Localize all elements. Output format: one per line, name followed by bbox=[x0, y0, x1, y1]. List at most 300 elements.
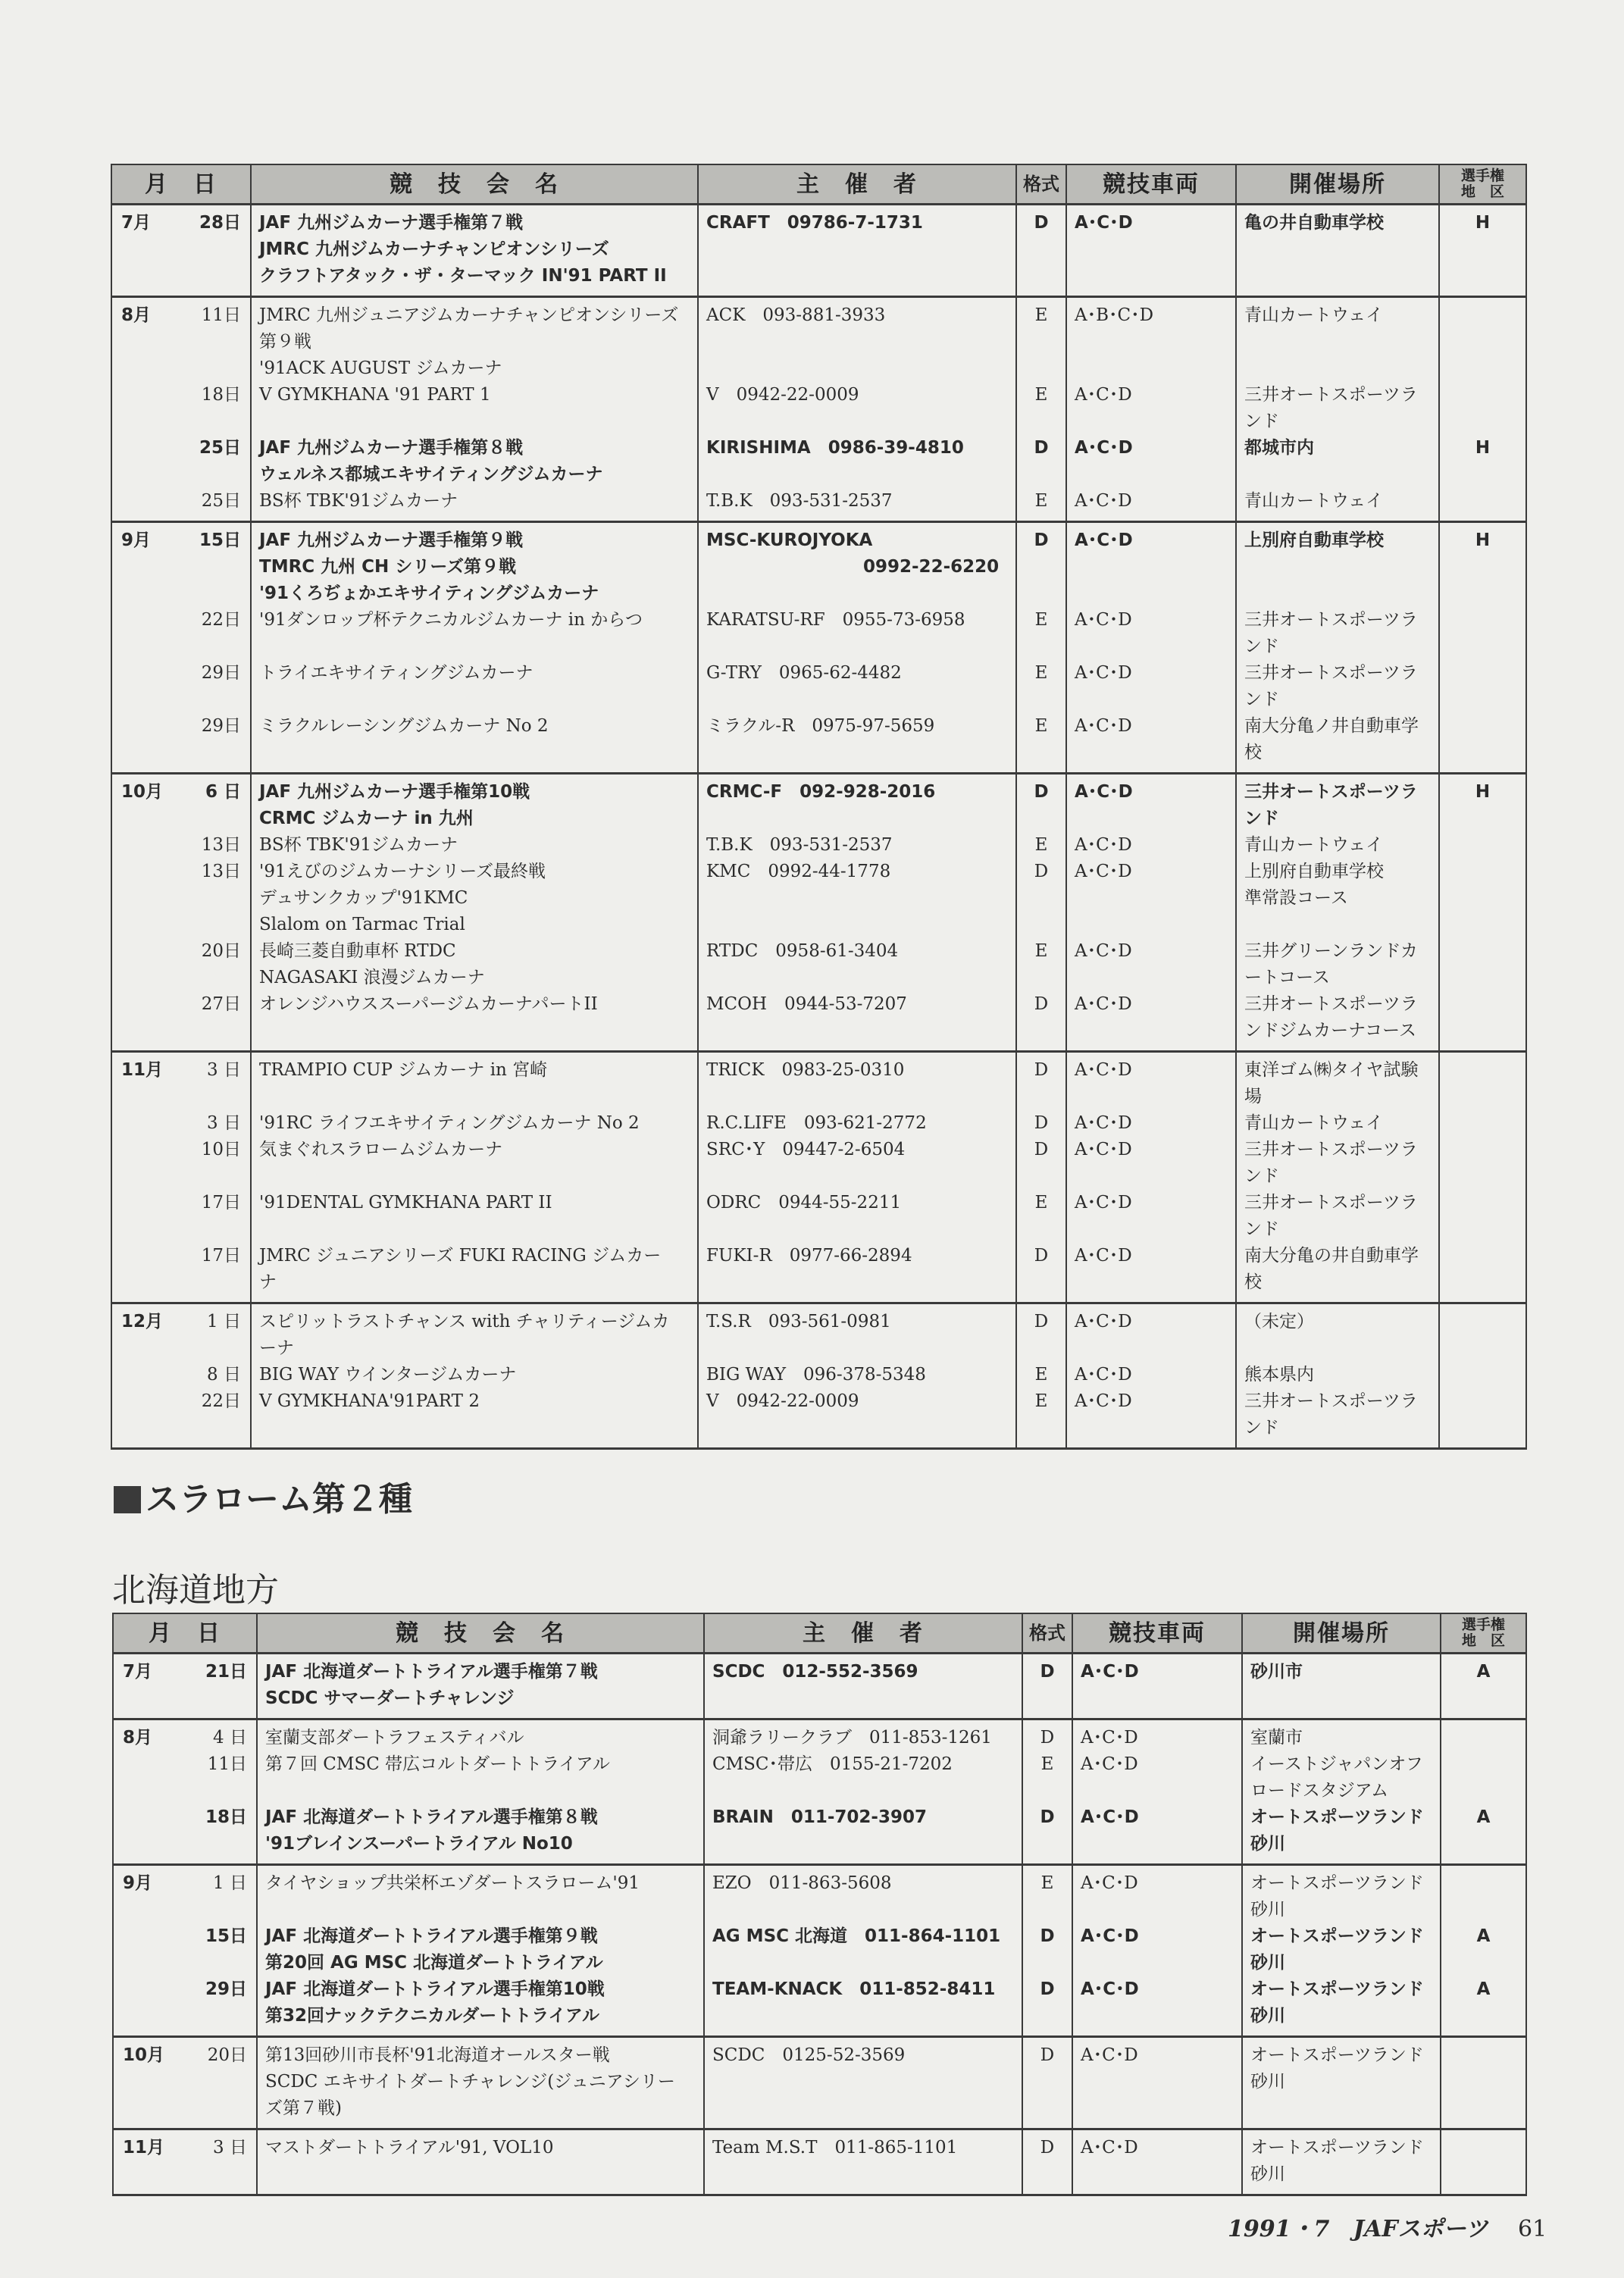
cell-line: 砂川 bbox=[1250, 1834, 1285, 1854]
day-label: 13日 bbox=[201, 835, 241, 855]
organizer-cell bbox=[698, 1052, 1016, 1111]
organizer-cell bbox=[704, 1654, 1022, 1719]
table-row bbox=[111, 435, 1526, 488]
organizer-cell bbox=[698, 660, 1016, 713]
header-region-line2: 地 区 bbox=[1461, 1632, 1505, 1649]
day-label: 20日 bbox=[201, 941, 241, 961]
day-label: 6 日 bbox=[205, 782, 241, 802]
date-cell bbox=[111, 382, 251, 435]
cell-line: オートスポーツランド bbox=[1250, 1979, 1424, 1999]
region-cell: H bbox=[1439, 774, 1526, 833]
cell-line: 砂川 bbox=[1250, 2006, 1285, 2026]
cell-line: BIG WAY ウインタージムカーナ bbox=[259, 1365, 517, 1385]
day-label: 15日 bbox=[205, 1926, 247, 1946]
cell-line: ンド bbox=[1244, 1166, 1279, 1186]
date-cell bbox=[111, 859, 251, 938]
day-label: 29日 bbox=[205, 1979, 247, 1999]
organizer-cell bbox=[698, 435, 1016, 488]
venue-cell bbox=[1236, 991, 1439, 1052]
vehicles-cell: A･C･D bbox=[1066, 991, 1236, 1052]
vehicles-cell: A･C･D bbox=[1066, 774, 1236, 833]
cell-line: CRAFT 09786-7-1731 bbox=[706, 213, 923, 233]
vehicles-cell: A･C･D bbox=[1072, 1751, 1242, 1804]
date-cell bbox=[111, 938, 251, 991]
format-cell: E bbox=[1016, 1388, 1066, 1449]
venue-cell bbox=[1236, 522, 1439, 608]
day-label: 3 日 bbox=[207, 1113, 241, 1133]
cell-line: JAF 九州ジムカーナ選手権第７戦 bbox=[259, 213, 524, 233]
organizer-cell bbox=[704, 1976, 1022, 2037]
header-region bbox=[1441, 1613, 1526, 1654]
event-name-cell bbox=[257, 1923, 704, 1976]
date-cell bbox=[111, 991, 251, 1052]
event-name-cell bbox=[257, 2037, 704, 2129]
month-label: 10月 bbox=[121, 782, 164, 802]
date-cell bbox=[113, 2037, 257, 2129]
cell-line: 東洋ゴム㈱タイヤ試験 bbox=[1244, 1060, 1419, 1080]
header-region-line1: 選手権 bbox=[1461, 1616, 1505, 1633]
event-name-cell bbox=[251, 607, 698, 660]
venue-cell bbox=[1236, 832, 1439, 859]
vehicles-cell: A･C･D bbox=[1066, 713, 1236, 774]
cell-line: ミラクルレーシングジムカーナ No 2 bbox=[259, 716, 549, 736]
event-name-cell bbox=[257, 1976, 704, 2037]
subsection-title: 北海道地方 bbox=[112, 1571, 279, 1610]
cell-line: 砂川市 bbox=[1250, 1662, 1303, 1682]
cell-line: 砂川 bbox=[1250, 2164, 1285, 2184]
date-cell bbox=[113, 1751, 257, 1804]
cell-line: 第20回 AG MSC 北海道ダートトライアル bbox=[265, 1953, 603, 1973]
cell-line: '91RC ライフエキサイティングジムカーナ No 2 bbox=[259, 1113, 640, 1133]
organizer-cell bbox=[698, 1362, 1016, 1388]
organizer-cell bbox=[698, 522, 1016, 608]
day-label: 22日 bbox=[201, 1391, 241, 1411]
venue-cell bbox=[1236, 1052, 1439, 1111]
table-row bbox=[111, 660, 1526, 713]
region-cell bbox=[1441, 2129, 1526, 2195]
table-row bbox=[113, 1804, 1526, 1865]
header-organizer: 主 催 者 bbox=[704, 1613, 1022, 1654]
cell-line: MSC-KUROJYOKA bbox=[706, 530, 873, 550]
region-cell: A bbox=[1441, 1976, 1526, 2037]
header-format: 格式 bbox=[1016, 164, 1066, 205]
format-cell: E bbox=[1016, 488, 1066, 522]
cell-line: JAF 九州ジムカーナ選手権第９戦 bbox=[259, 530, 524, 550]
date-cell bbox=[113, 1865, 257, 1924]
header-region bbox=[1439, 164, 1526, 205]
day-label: 13日 bbox=[201, 862, 241, 881]
cell-line: CRMC-F 092-928-2016 bbox=[706, 782, 936, 802]
cell-line: スピリットラストチャンス with チャリティージムカ bbox=[259, 1312, 670, 1331]
cell-line: '91えびのジムカーナシリーズ最終戦 bbox=[259, 862, 546, 881]
cell-line: 準常設コース bbox=[1244, 888, 1348, 908]
cell-line: 三井オートスポーツラ bbox=[1244, 1193, 1418, 1213]
cell-line: オートスポーツランド bbox=[1250, 1873, 1424, 1893]
format-cell: D bbox=[1022, 1804, 1072, 1865]
table-row bbox=[111, 713, 1526, 774]
region-cell: A bbox=[1441, 1654, 1526, 1719]
cell-line: デュサンクカップ'91KMC bbox=[259, 888, 468, 908]
vehicles-cell: A･C･D bbox=[1072, 1804, 1242, 1865]
table-row bbox=[111, 205, 1526, 297]
format-cell: E bbox=[1016, 297, 1066, 383]
cell-line: 青山カートウェイ bbox=[1244, 1113, 1384, 1133]
cell-line: MCOH 0944-53-7207 bbox=[706, 994, 907, 1014]
month-label: 12月 bbox=[121, 1312, 164, 1331]
format-cell: D bbox=[1016, 205, 1066, 297]
table-row bbox=[113, 2129, 1526, 2195]
cell-line: RTDC 0958-61-3404 bbox=[706, 941, 899, 961]
vehicles-cell: A･C･D bbox=[1066, 1190, 1236, 1243]
format-cell: E bbox=[1016, 832, 1066, 859]
format-cell: E bbox=[1016, 607, 1066, 660]
vehicles-cell: A･C･D bbox=[1072, 2037, 1242, 2129]
table-row bbox=[113, 1654, 1526, 1719]
header-format: 格式 bbox=[1022, 1613, 1072, 1654]
region-cell: H bbox=[1439, 205, 1526, 297]
cell-line: '91ACK AUGUST ジムカーナ bbox=[259, 358, 502, 378]
table-row bbox=[111, 832, 1526, 859]
cell-line: 0992-22-6220 bbox=[706, 557, 1000, 577]
vehicles-cell: A･C･D bbox=[1066, 1052, 1236, 1111]
day-label: 18日 bbox=[201, 385, 241, 405]
region-cell bbox=[1439, 297, 1526, 383]
event-name-cell bbox=[251, 991, 698, 1052]
cell-line: 三井オートスポーツラ bbox=[1244, 1140, 1418, 1159]
region-cell bbox=[1439, 991, 1526, 1052]
cell-line: ンド bbox=[1244, 690, 1279, 709]
organizer-cell bbox=[698, 205, 1016, 297]
format-cell: D bbox=[1022, 1976, 1072, 2037]
cell-line: Team M.S.T 011-865-1101 bbox=[712, 2138, 958, 2158]
date-cell bbox=[111, 1190, 251, 1243]
cell-line: オートスポーツランド bbox=[1250, 1807, 1424, 1827]
cell-line: Slalom on Tarmac Trial bbox=[259, 915, 465, 934]
month-label: 7月 bbox=[121, 213, 152, 233]
table-row bbox=[113, 2037, 1526, 2129]
cell-line: 南大分亀ノ井自動車学 bbox=[1244, 716, 1419, 736]
cell-line: 青山カートウェイ bbox=[1244, 835, 1384, 855]
day-label: 11日 bbox=[201, 305, 241, 325]
cell-line: KIRISHIMA 0986-39-4810 bbox=[706, 438, 964, 458]
venue-cell bbox=[1236, 1303, 1439, 1363]
event-name-cell bbox=[251, 435, 698, 488]
cell-line: BRAIN 011-702-3907 bbox=[712, 1807, 927, 1827]
cell-line: V 0942-22-0009 bbox=[706, 1391, 859, 1411]
cell-line: TEAM-KNACK 011-852-8411 bbox=[712, 1979, 996, 1999]
venue-cell bbox=[1236, 713, 1439, 774]
format-cell: D bbox=[1022, 1654, 1072, 1719]
date-cell bbox=[111, 1052, 251, 1111]
day-label: 17日 bbox=[201, 1246, 241, 1266]
region-cell: H bbox=[1439, 522, 1526, 608]
region-cell bbox=[1441, 1865, 1526, 1924]
event-name-cell bbox=[251, 1362, 698, 1388]
cell-line: 三井グリーンランドカ bbox=[1244, 941, 1418, 961]
cell-line: JAF 北海道ダートトライアル選手権第８戦 bbox=[265, 1807, 598, 1827]
table-row bbox=[113, 1923, 1526, 1976]
day-label: 25日 bbox=[201, 491, 241, 511]
vehicles-cell: A･C･D bbox=[1072, 1719, 1242, 1752]
date-cell bbox=[111, 522, 251, 608]
table-row bbox=[111, 1110, 1526, 1137]
month-label: 8月 bbox=[121, 305, 152, 325]
cell-line: ナ bbox=[259, 1272, 277, 1292]
footer-magazine: JAFスポーツ bbox=[1353, 2216, 1488, 2242]
cell-line: T.B.K 093-531-2537 bbox=[706, 835, 893, 855]
organizer-cell bbox=[698, 859, 1016, 938]
organizer-cell bbox=[698, 774, 1016, 833]
event-name-cell bbox=[257, 1804, 704, 1865]
cell-line: 熊本県内 bbox=[1244, 1365, 1314, 1385]
event-name-cell bbox=[257, 2129, 704, 2195]
cell-line: ミラクル-R 0975-97-5659 bbox=[706, 716, 935, 736]
date-cell bbox=[111, 713, 251, 774]
month-label: 9月 bbox=[123, 1873, 153, 1893]
vehicles-cell: A･C･D bbox=[1066, 488, 1236, 522]
day-label: 3 日 bbox=[207, 1060, 241, 1080]
cell-line: ンド bbox=[1244, 809, 1279, 828]
cell-line: '91DENTAL GYMKHANA PART II bbox=[259, 1193, 552, 1213]
date-cell bbox=[111, 660, 251, 713]
event-name-cell bbox=[251, 1388, 698, 1449]
cell-line: BS杯 TBK'91ジムカーナ bbox=[259, 835, 458, 855]
event-name-cell bbox=[251, 774, 698, 833]
region-cell bbox=[1439, 1052, 1526, 1111]
day-label: 18日 bbox=[205, 1807, 247, 1827]
event-name-cell bbox=[251, 1303, 698, 1363]
date-cell bbox=[111, 488, 251, 522]
region-cell bbox=[1439, 607, 1526, 660]
table-row bbox=[111, 488, 1526, 522]
region-cell bbox=[1439, 1362, 1526, 1388]
vehicles-cell: A･C･D bbox=[1072, 1865, 1242, 1924]
cell-line: BS杯 TBK'91ジムカーナ bbox=[259, 491, 458, 511]
table-header bbox=[113, 1613, 1526, 1654]
vehicles-cell: A･C･D bbox=[1066, 938, 1236, 991]
event-name-cell bbox=[251, 1052, 698, 1111]
vehicles-cell: A･C･D bbox=[1066, 1137, 1236, 1190]
venue-cell bbox=[1242, 2129, 1441, 2195]
cell-line: '91くろぢょかエキサイティングジムカーナ bbox=[259, 584, 599, 603]
cell-line: CMSC･帯広 0155-21-7202 bbox=[712, 1754, 953, 1774]
day-label: 27日 bbox=[201, 994, 241, 1014]
table-row bbox=[113, 1719, 1526, 1752]
table-row bbox=[111, 1303, 1526, 1363]
cell-line: ンド bbox=[1244, 1219, 1279, 1239]
organizer-cell bbox=[698, 1243, 1016, 1303]
month-label: 10月 bbox=[123, 2045, 165, 2065]
vehicles-cell: A･C･D bbox=[1066, 435, 1236, 488]
region-cell bbox=[1439, 1388, 1526, 1449]
event-name-cell bbox=[257, 1654, 704, 1719]
format-cell: E bbox=[1016, 713, 1066, 774]
event-name-cell bbox=[251, 382, 698, 435]
cell-line: 三井オートスポーツラ bbox=[1244, 994, 1418, 1014]
table-row bbox=[111, 1388, 1526, 1449]
organizer-cell bbox=[698, 1388, 1016, 1449]
cell-line: ACK 093-881-3933 bbox=[706, 305, 886, 325]
cell-line: 第９戦 bbox=[259, 332, 311, 352]
cell-line: SCDC 012-552-3569 bbox=[712, 1662, 918, 1682]
cell-line: JMRC ジュニアシリーズ FUKI RACING ジムカー bbox=[259, 1246, 662, 1266]
cell-line: JAF 九州ジムカーナ選手権第10戦 bbox=[259, 782, 530, 802]
region-cell bbox=[1439, 1303, 1526, 1363]
date-cell bbox=[113, 1976, 257, 2037]
cell-line: 三井オートスポーツラ bbox=[1244, 385, 1418, 405]
date-cell bbox=[111, 1137, 251, 1190]
event-name-cell bbox=[251, 713, 698, 774]
table-row bbox=[111, 1362, 1526, 1388]
event-name-cell bbox=[257, 1719, 704, 1752]
venue-cell bbox=[1236, 1110, 1439, 1137]
table-row bbox=[113, 1865, 1526, 1924]
footer-date: 1991・7 bbox=[1228, 2216, 1330, 2242]
day-label: 22日 bbox=[201, 610, 241, 630]
cell-line: トライエキサイティングジムカーナ bbox=[259, 663, 534, 683]
header-region-line1: 選手権 bbox=[1460, 167, 1504, 184]
region-cell bbox=[1439, 488, 1526, 522]
schedule-table-hokkaido bbox=[112, 1613, 1527, 2196]
cell-line: 上別府自動車学校 bbox=[1244, 530, 1384, 550]
header-venue: 開催場所 bbox=[1242, 1613, 1441, 1654]
section-title bbox=[114, 1472, 412, 1520]
venue-cell bbox=[1236, 1137, 1439, 1190]
venue-cell bbox=[1236, 1243, 1439, 1303]
event-name-cell bbox=[251, 832, 698, 859]
venue-cell bbox=[1236, 774, 1439, 833]
format-cell: D bbox=[1016, 1110, 1066, 1137]
vehicles-cell: A･C･D bbox=[1066, 660, 1236, 713]
cell-line: オートスポーツランド bbox=[1250, 2138, 1424, 2158]
date-cell bbox=[113, 1923, 257, 1976]
square-bullet-icon bbox=[114, 1486, 141, 1513]
cell-line: 室蘭支部ダートラフェスティバル bbox=[265, 1728, 524, 1748]
cell-line: 気まぐれスラロームジムカーナ bbox=[259, 1140, 503, 1159]
region-cell: H bbox=[1439, 435, 1526, 488]
cell-line: TRAMPIO CUP ジムカーナ in 宮崎 bbox=[259, 1060, 548, 1080]
organizer-cell bbox=[698, 488, 1016, 522]
organizer-cell bbox=[704, 1719, 1022, 1752]
month-label: 8月 bbox=[123, 1728, 153, 1748]
table-row bbox=[111, 522, 1526, 608]
organizer-cell bbox=[704, 2129, 1022, 2195]
header-month-day: 月 日 bbox=[111, 164, 251, 205]
date-cell bbox=[111, 1388, 251, 1449]
venue-cell bbox=[1236, 660, 1439, 713]
event-name-cell bbox=[251, 522, 698, 608]
organizer-cell bbox=[698, 938, 1016, 991]
cell-line: V GYMKHANA'91PART 2 bbox=[259, 1391, 480, 1411]
format-cell: E bbox=[1016, 1190, 1066, 1243]
cell-line: G-TRY 0965-62-4482 bbox=[706, 663, 902, 683]
venue-cell bbox=[1236, 297, 1439, 383]
venue-cell bbox=[1236, 1362, 1439, 1388]
cell-line: 砂川 bbox=[1250, 2072, 1285, 2092]
day-label: 21日 bbox=[205, 1662, 247, 1682]
vehicles-cell: A･C･D bbox=[1066, 1388, 1236, 1449]
cell-line: 青山カートウェイ bbox=[1244, 305, 1384, 325]
cell-line: SCDC 0125-52-3569 bbox=[712, 2045, 906, 2065]
event-name-cell bbox=[251, 660, 698, 713]
cell-line: 校 bbox=[1244, 743, 1262, 762]
table-row bbox=[111, 607, 1526, 660]
month-label: 11月 bbox=[121, 1060, 164, 1080]
cell-line: SCDC サマーダートチャレンジ bbox=[265, 1688, 515, 1708]
table-row bbox=[113, 1751, 1526, 1804]
format-cell: E bbox=[1022, 1751, 1072, 1804]
format-cell: D bbox=[1016, 1052, 1066, 1111]
header-venue: 開催場所 bbox=[1236, 164, 1439, 205]
cell-line: 砂川 bbox=[1250, 1953, 1285, 1973]
vehicles-cell: A･C･D bbox=[1066, 607, 1236, 660]
cell-line: TMRC 九州 CH シリーズ第９戦 bbox=[259, 557, 517, 577]
month-label: 11月 bbox=[123, 2138, 165, 2158]
vehicles-cell: A･C･D bbox=[1066, 832, 1236, 859]
venue-cell bbox=[1236, 607, 1439, 660]
format-cell: D bbox=[1016, 1243, 1066, 1303]
date-cell bbox=[111, 1110, 251, 1137]
header-event: 競 技 会 名 bbox=[257, 1613, 704, 1654]
cell-line: 第13回砂川市長杯'91北海道オールスター戦 bbox=[265, 2045, 610, 2065]
cell-line: JMRC 九州ジュニアジムカーナチャンピオンシリーズ bbox=[259, 305, 679, 325]
region-cell bbox=[1439, 859, 1526, 938]
region-cell: A bbox=[1441, 1923, 1526, 1976]
day-label: 1 日 bbox=[213, 1873, 247, 1893]
cell-line: BIG WAY 096-378-5348 bbox=[706, 1365, 926, 1385]
cell-line: FUKI-R 0977-66-2894 bbox=[706, 1246, 912, 1266]
organizer-cell bbox=[704, 1865, 1022, 1924]
table-row bbox=[111, 938, 1526, 991]
cell-line: JAF 北海道ダートトライアル選手権第10戦 bbox=[265, 1979, 605, 1999]
table-row bbox=[111, 991, 1526, 1052]
venue-cell bbox=[1242, 2037, 1441, 2129]
header-vehicles: 競技車両 bbox=[1066, 164, 1236, 205]
cell-line: SRC･Y 09447-2-6504 bbox=[706, 1140, 906, 1159]
date-cell bbox=[111, 1243, 251, 1303]
organizer-cell bbox=[698, 607, 1016, 660]
region-cell bbox=[1441, 1751, 1526, 1804]
table-row bbox=[111, 859, 1526, 938]
cell-line: 三井オートスポーツラ bbox=[1244, 663, 1418, 683]
region-cell bbox=[1439, 1110, 1526, 1137]
organizer-cell bbox=[698, 1110, 1016, 1137]
cell-line: R.C.LIFE 093-621-2772 bbox=[706, 1113, 927, 1133]
cell-line: 青山カートウェイ bbox=[1244, 491, 1384, 511]
region-cell bbox=[1439, 713, 1526, 774]
venue-cell bbox=[1236, 1190, 1439, 1243]
venue-cell bbox=[1236, 435, 1439, 488]
format-cell: D bbox=[1016, 1303, 1066, 1363]
cell-line: KARATSU-RF 0955-73-6958 bbox=[706, 610, 965, 630]
venue-cell bbox=[1242, 1804, 1441, 1865]
date-cell bbox=[113, 2129, 257, 2195]
cell-line: V GYMKHANA '91 PART 1 bbox=[259, 385, 491, 405]
venue-cell bbox=[1236, 1388, 1439, 1449]
vehicles-cell: A･B･C･D bbox=[1066, 297, 1236, 383]
format-cell: D bbox=[1022, 1923, 1072, 1976]
cell-line: オートスポーツランド bbox=[1250, 2045, 1424, 2065]
cell-line: 第７回 CMSC 帯広コルトダートトライアル bbox=[265, 1754, 610, 1774]
day-label: 29日 bbox=[201, 716, 241, 736]
format-cell: D bbox=[1016, 435, 1066, 488]
cell-line: ンド bbox=[1244, 637, 1279, 656]
cell-line: ーナ bbox=[259, 1338, 294, 1358]
format-cell: D bbox=[1016, 991, 1066, 1052]
day-label: 1 日 bbox=[207, 1312, 241, 1331]
vehicles-cell: A･C･D bbox=[1072, 2129, 1242, 2195]
vehicles-cell: A･C･D bbox=[1066, 1362, 1236, 1388]
